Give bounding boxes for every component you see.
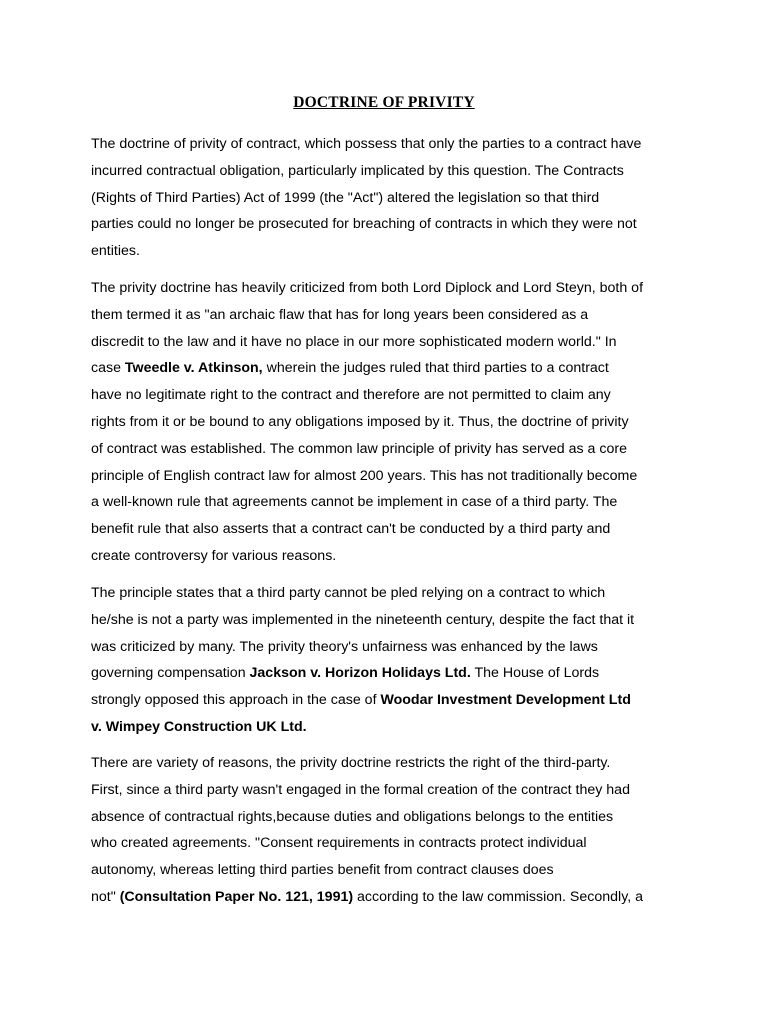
- paragraph-3: [91, 580, 691, 741]
- text-run: according to the law commission. Secondly, a: [353, 888, 644, 905]
- case-citation: Woodar Investment Development Ltd: [380, 692, 631, 709]
- paragraph-1: [91, 131, 691, 265]
- paragraph-line: There are variety of reasons, the privity doctrine restricts the right of the third-party.: [91, 755, 611, 771]
- paragraph-line: The doctrine of privity of contract, which possess that only the parties to a contract have: [91, 136, 642, 152]
- paragraph-line: [91, 660, 691, 687]
- paragraph-line: The privity doctrine has heavily criticized from both Lord Diplock and Lord Steyn, both of: [91, 280, 644, 296]
- paragraph-line: a well-known rule that agreements cannot be implement in case of a third party. The: [91, 494, 618, 511]
- paragraph-line: he/she is not a party was implemented in the nineteenth century, despite the fact that it: [91, 611, 635, 628]
- paragraph-line: parties could no longer be prosecuted for breaching of contracts in which they were not: [91, 216, 637, 233]
- paragraph-line: [91, 687, 691, 714]
- text-run: case: [91, 360, 125, 377]
- case-citation: Jackson v. Horizon Holidays Ltd.: [249, 665, 471, 682]
- paragraph-line: [91, 884, 691, 911]
- paragraph-line: them termed it as "an archaic flaw that has for long years been considered as a: [91, 306, 589, 323]
- paragraph-line: incurred contractual obligation, particularly implicated by this question. The Contracts: [91, 162, 624, 179]
- paragraph-line: The principle states that a third party cannot be pled relying on a contract to which: [91, 585, 606, 601]
- paragraph-line: have no legitimate right to the contract and therefore are not permitted to claim any: [91, 387, 611, 404]
- document-title: DOCTRINE OF PRIVITY: [293, 94, 475, 111]
- paragraph-line: was criticized by many. The privity theory's unfairness was enhanced by the laws: [91, 638, 598, 655]
- paragraph-line: benefit rule that also asserts that a contract can't be conducted by a third party and: [91, 521, 611, 538]
- case-citation: Tweedle v. Atkinson,: [124, 360, 263, 377]
- paragraph-4: [91, 750, 691, 911]
- paragraph-line: (Rights of Third Parties) Act of 1999 (the "Act") altered the legislation so that third: [91, 189, 600, 206]
- paragraph-line: of contract was established. The common law principle of privity has served as a core: [91, 440, 627, 457]
- paragraph-line: First, since a third party wasn't engaged in the formal creation of the contract they had: [91, 781, 630, 798]
- paragraph-line: autonomy, whereas letting third parties benefit from contract clauses does: [91, 862, 554, 879]
- text-run: The House of Lords: [470, 665, 600, 682]
- paragraph-line: entities.: [91, 243, 140, 260]
- text-run: strongly opposed this approach in the case of: [91, 692, 381, 709]
- paragraph-line: principle of English contract law for almost 200 years. This has not traditionally become: [91, 467, 638, 484]
- paragraph-line: create controversy for various reasons.: [91, 547, 337, 564]
- citation: (Consultation Paper No. 121, 1991): [119, 888, 354, 905]
- paragraph-line: [91, 355, 691, 382]
- text-run: not": [91, 888, 120, 905]
- paragraph-line: rights from it or be bound to any obligations imposed by it. Thus, the doctrine of privity: [91, 413, 629, 430]
- paragraph-line: who created agreements. "Consent requirements in contracts protect individual: [91, 835, 587, 852]
- text-run: wherein the judges ruled that third parties to a contract: [262, 360, 609, 377]
- case-citation: v. Wimpey Construction UK Ltd.: [91, 718, 307, 735]
- text-run: governing compensation: [91, 665, 250, 682]
- paragraph-2: [91, 275, 691, 570]
- paragraph-line: absence of contractual rights,because duties and obligations belongs to the entities: [91, 808, 614, 825]
- paragraph-line: discredit to the law and it have no place in our more sophisticated modern world." In: [91, 333, 617, 350]
